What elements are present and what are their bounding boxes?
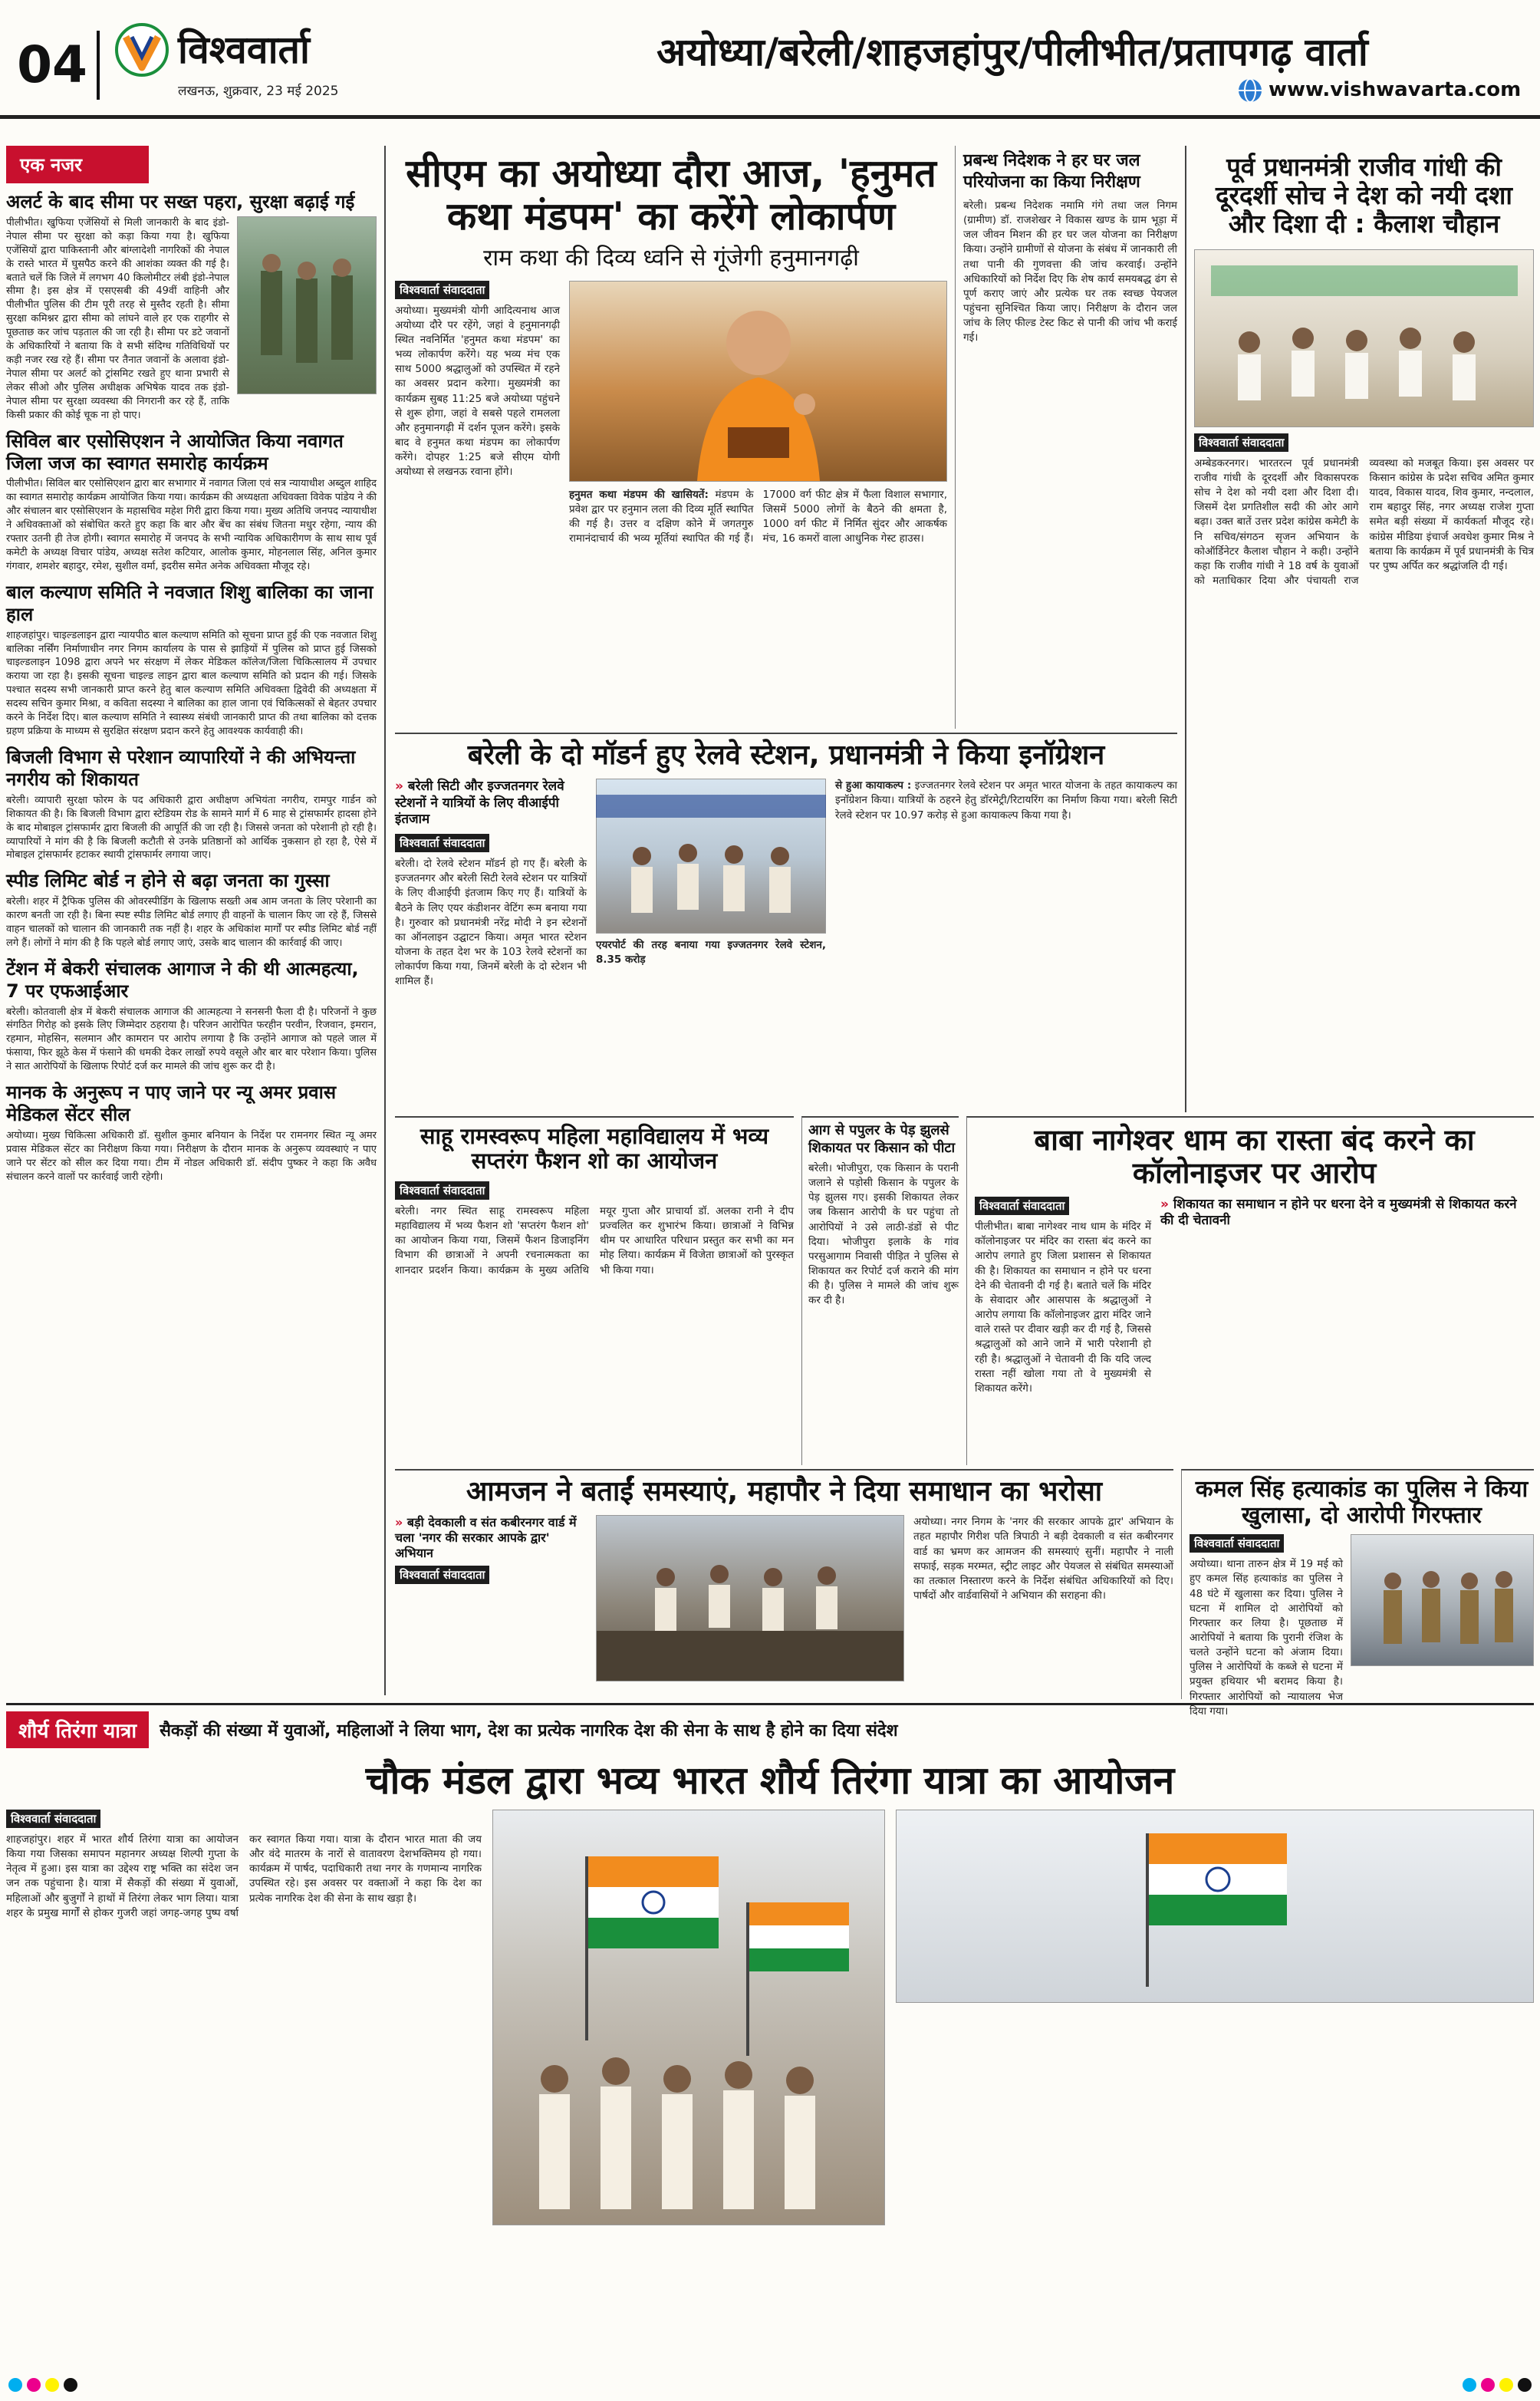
kamal-body: अयोध्या। थाना तारुन क्षेत्र में 19 मई को हुए कमल सिंह हत्याकांड का पुलिस ने 48 घंटे में खुलासा कर दिया। पुलिस ने घटना में शामिल दो आरोपियों को गिरफ्तार कर लिया है। पूछताछ में आरोपियों ने बताया कि पुरानी रंजिश के चलते उन्होंने घटना को अंजाम दिया। पुलिस ने आरोपियों के कब्जे से घटना में प्रयुक्त हथियार भी बरामद किया है। गिरफ्तार आरोपियों को न्यायालय भेज दिया गया। <box>1190 1558 1343 1718</box>
complaint-body: बरेली। भोजीपुरा, एक किसान के परानी जलाने से पड़ोसी किसान के पपुलर के पेड़ झुलस गए। इसकी शिकायत लेकर जब किसान आरोपी के घर पहुंचा तो आरोपियों ने उसे लाठी-डंडों से पीट दिया। भोजीपुरा इलाके के गांव परसुआगाम निवासी पीड़ित ने पुलिस से शिकायत कर रिपोर्ट दर्ज कराने की मांग की है। पुलिस ने मामले की जांच शुरू कर दी है। <box>808 1162 959 1307</box>
kamal-story <box>1181 1469 1534 1718</box>
fashion-body: बरेली। नगर स्थित साहू रामस्वरूप महिला महाविद्यालय में भव्य फैशन शो 'सप्तरंग फैशन शो' का आयोजन किया गया, जिसमें फैशन डिजाइनिंग विभाग की छात्राओं ने अपनी रचनात्मकता का शानदार प्रदर्शन किया। कार्यक्रम के मुख्य अतिथि मयूर गुप्ता और प्राचार्या डॉ. अलका रानी ने दीप प्रज्वलित कर शुभारंभ किया। छात्राओं ने विभिन्न थीम पर आधारित परिधान प्रस्तुत कर सभी का मन मोह लिया। कार्यक्रम में विजेता छात्राओं को पुरस्कृत भी किया गया। <box>395 1204 794 1276</box>
story-bakery-body: बरेली। कोतवाली क्षेत्र में बेकरी संचालक आगाज की आत्महत्या ने सनसनी फैला दी है। परिजनों ने कुछ संगठित गिरोह को इसके लिए जिम्मेदार ठहराया है। परिजन आरोपित फरहीन परवीन, रिजवान, इमरान, रहमान, मोहसिन, सलमान और कामरान पर आरोप लगाया है कि उन्होंने आगाज को पहले जाल में फंसाया, फिर झूठे केस में फंसाने की धमकी देकर लाखों रुपये वसूले और बार बार परेशान किया। पुलिस ने सात आरोपियों के खिलाफ रिपोर्ट दर्ज कर मामले की जांच शुरू कर दी है। <box>6 1006 377 1073</box>
masthead <box>0 0 1540 146</box>
story-electricity-body: बरेली। व्यापारी सुरक्षा फोरम के पद अधिकारी द्वारा अधीक्षण अभियंता नगरीय, रामपुर गार्डन को शिकायत की है। कि बिजली विभाग द्वारा स्टेडियम रोड के सामने मार्ग में 6 माह से ट्रांसफार्मर हादसा होने के बाद मोबाइल ट्रांसफार्मर द्वारा बिजली की आपूर्ति की जा रही है। जिससे जनता को परेशानी हो रही है। व्यापारियों ने मांग की है कि बिजली कटौती से उनके प्रतिष्ठानों को आर्थिक नुकसान हो रहा है, ऐसे में मोबाइल ट्रांसफार्मर हटाकर स्थायी ट्रांसफार्मर लगाया जाए। <box>6 794 377 861</box>
tiranga-yatra-photo <box>492 1810 885 2225</box>
fashion-story <box>395 1116 794 1465</box>
inspection-headline: प्रबन्ध निदेशक ने हर घर जल परियोजना का किया निरीक्षण <box>963 151 1140 192</box>
story-alert-headline: अलर्ट के बाद सीमा पर सख्त पहरा, सुरक्षा बढ़ाई गई <box>6 191 355 212</box>
story-child-headline: बाल कल्याण समिति ने नवजात शिशु बालिका का जाना हाल <box>6 581 373 625</box>
lead-box-body: मंडपम के प्रवेश द्वार पर हनुमान लला की दिव्य मूर्ति स्थापित की गई है। उत्तर व दक्षिण कोने में जगतगुरु रामानंदाचार्य की भव्य मूर्तियां स्थापित की गई हैं। 17000 वर्ग फीट क्षेत्र में फैला विशाल सभागार, जिसमें 5000 लोगों के बैठने की क्षमता है, 1000 वर्ग फीट में निर्मित सुंदर और आकर्षक मंच, 16 कमरों वाला आधुनिक गेस्ट हाउस। <box>569 488 947 545</box>
story-bar-headline: सिविल बार एसोसिएशन ने आयोजित किया नवागत जिला जज का स्वागत समारोह कार्यक्रम <box>6 430 344 474</box>
rajiv-headline: पूर्व प्रधानमंत्री राजीव गांधी की दूरदर्शी सोच ने देश को नयी दशा और दिशा दी : कैलाश चौहान <box>1216 152 1512 239</box>
fashion-byline: विश्ववार्ता संवाददाता <box>395 1181 489 1200</box>
kamal-headline: कमल सिंह हत्याकांड का पुलिस ने किया खुलासा, दो आरोपी गिरफ्तार <box>1195 1476 1528 1529</box>
tiranga-flag-photo <box>896 1810 1534 2003</box>
lead-box-title: हनुमत कथा मंडपम की खासियतें: <box>569 488 709 501</box>
railway-story: बरेली के दो मॉडर्न हुए रेलवे स्टेशन, प्रधानमंत्री ने किया इनॉग्रेशन » बरेली सिटी और इज्जतनगर रेलवे स्टेशनों ने यात्रियों के लिए वीआईपी इंतजाम विश्ववार्ता संवाददाता बरेली। दो रेलवे स्टेशन मॉडर्न हो गए हैं। बरेली के इज्जतनगर और बरेली सिटी रेलवे स्टेशन पर यात्रियों के लिए वीआईपी इंतजाम किए गए हैं। यात्रियों के बैठने के लिए एयर कंडीशनर वेटिंग रूम बनाया गया है। गुरुवार को प्रधानमंत्री नरेंद्र मोदी ने इन स्टेशनों का ऑनलाइन उद्घाटन किया। अमृत भारत स्टेशन योजना के तहत देश भर के 103 रेलवे स्टेशनों का लोकार्पण किया गया, जिनमें बरेली के दो स्टेशन भी शामिल हैं। एयरपोर्ट की तरह बनाया गया इज्जतनगर रेलवे स्टेशन, 8.35 करोड़ से हुआ कायाकल्प : इज्जतनगर रेलवे स्टेशन पर अमृत भारत योजना के तहत कायाकल्प का इनॉग्रेशन किया। यात्रियों के ठहरने हेतु डॉरमेट्री/रिटायरिंग का निर्माण किया गया। बरेली सिटी रेलवे स्टेशन पर 10.97 करोड़ से हुआ कायाकल्प किया गया है। <box>395 733 1177 1112</box>
paper-name: विश्ववार्ता <box>178 28 310 72</box>
mayor-tagline: बड़ी देवकाली व संत कबीरनगर वार्ड में चला 'नगर की सरकार आपके द्वार' अभियान <box>395 1515 577 1561</box>
story-alert-body: पीलीभीत। खुफिया एजेंसियों से मिली जानकारी के बाद इंडो-नेपाल सीमा पर सुरक्षा को कड़ा किया गया है। खुफिया एजेंसियों द्वारा पाकिस्तानी और बांग्लादेशी नागरिकों की नेपाल के रास्ते भारत में घुसपैठ करने की आशंका व्यक्त की गई है। बताते चलें कि जिले में लगभग 40 किलोमीटर लंबी इंडो-नेपाल सीमा है। इस क्षेत्र में एसएसबी की 49वीं वाहिनी और पीलीभीत पुलिस की टीम पूरी तरह से मुस्तैद रहती है। सीमा सुरक्षा कमिश्नर द्वारा सीमा को लांघने वाले हर एक राहगीर से पूछताछ कर जांच पड़ताल की जा रही है। सीमा पर डटे जवानों के अधिकारियों ने बताया कि वे सभी संदिग्ध गतिविधियों पर कड़ी नजर रख रहे हैं। सीमा पर तैनात जवानों के अलावा इंडो-नेपाल सीमा पर अलर्ट को ट्रांसमिट रखते हुए थाना प्रभारी से लेकर सीओ और पुलिस अधीक्षक अभिषेक यादव तक इंडो-नेपाल सीमा पर सुरक्षा व्यवस्था की निगरानी कर रहे हैं, ताकि किसी प्रकार की कोई चूक ना हो पाए। <box>6 216 229 421</box>
rajiv-story <box>1185 146 1534 1112</box>
page-number: 04 <box>8 31 100 100</box>
rajiv-byline: विश्ववार्ता संवाददाता <box>1194 433 1288 452</box>
lead-body: अयोध्या। मुख्यमंत्री योगी आदित्यनाथ आज अयोध्या दौरे पर रहेंगे, जहां वे हनुमानगढ़ी स्थित नवनिर्मित 'हनुमत कथा मंडपम' का भव्य लोकार्पण करेंगे। यह भव्य मंच एक साथ 5000 श्रद्धालुओं को उपस्थित में रहने का अवसर प्रदान करेगा। मुख्यमंत्री का कार्यक्रम सुबह 11:25 बजे अयोध्या पहुंचने से शुरू होगा, जहां वे सबसे पहले रामलला और हनुमानगढ़ी में दर्शन पूजन करेंगे। इसके बाद वे हनुमत कथा मंडपम का लोकार्पण करेंगे। दोपहर 1:25 बजे सीएम योगी अयोध्या से लखनऊ रवाना होंगे। <box>395 304 560 479</box>
kamal-byline: विश्ववार्ता संवाददाता <box>1190 1534 1284 1553</box>
place-date: लखनऊ, शुक्रवार, 23 मई 2025 <box>178 84 339 99</box>
railway-tagline: बरेली सिटी और इज्जतनगर रेलवे स्टेशनों ने यात्रियों के लिए वीआईपी इंतजाम <box>395 779 564 827</box>
story-bakery-headline: टेंशन में बेकरी संचालक आगाज ने की थी आत्महत्या, 7 पर एफआईआर <box>6 957 359 1002</box>
fashion-headline: साहू रामस्वरूप महिला महाविद्यालय में भव्य सप्तरंग फैशन शो का आयोजन <box>420 1123 769 1174</box>
railway-caption: एयरपोर्ट की तरह बनाया गया इज्जतनगर रेलवे स्टेशन, 8.35 करोड़ <box>596 939 826 967</box>
baba-body: पीलीभीत। बाबा नागेश्वर नाथ धाम के मंदिर में कॉलोनाइजर पर मंदिर का रास्ता बंद करने का आरोप लगाते हुए जिला प्रशासन से शिकायत की है। शिकायत का समाधान न होने पर धरना देने की चेतावनी दी गई है। बताते चलें कि मंदिर के सेवादार और आसपास के श्रद्धालुओं ने आरोप लगाया कि कॉलोनाइजर द्वारा मंदिर जाने वाले रास्ते पर दीवार खड़ी कर दी गई है, जिससे श्रद्धालुओं को आने जाने में भारी परेशानी हो रही है। श्रद्धालुओं ने चेतावनी दी कि यदि जल्द रास्ता नहीं खोला गया तो वे मुख्यमंत्री से शिकायत करेंगे। <box>975 1220 1151 1395</box>
globe-icon <box>1236 77 1264 104</box>
tiranga-banner: सैकड़ों की संख्या में युवाओं, महिलाओं ने लिया भाग, देश का प्रत्येक नागरिक देश की सेना के साथ है होने का दिया संदेश <box>160 1721 898 1741</box>
story-medical-headline: मानक के अनुरूप न पाए जाने पर न्यू अमर प्रवास मेडिकल सेंटर सील <box>6 1082 337 1126</box>
mayor-headline: आमजन ने बताईं समस्याएं, महापौर ने दिया समाधान का भरोसा <box>466 1476 1103 1507</box>
mayor-byline: विश्ववार्ता संवाददाता <box>395 1566 489 1584</box>
cm-yogi-photo <box>569 281 947 482</box>
left-column <box>6 146 386 1695</box>
mayor-inspection-photo <box>596 1515 904 1681</box>
complaint-headline: आग से पपुलर के पेड़ झुलसे शिकायत पर किसान को पीटा <box>808 1122 956 1156</box>
logo-icon <box>115 23 169 77</box>
baba-headline: बाबा नागेश्वर धाम का रास्ता बंद करने का कॉलोनाइजर पर आरोप <box>1034 1123 1475 1190</box>
complaint-story <box>801 1116 959 1465</box>
lead-story <box>395 146 947 729</box>
story-medical-body: अयोध्या। मुख्य चिकित्सा अधिकारी डॉ. सुशील कुमार बनियान के निर्देश पर रामनगर स्थित न्यू अमर प्रवास मेडिकल सेंटर का निरीक्षण किया गया। निरीक्षण के दौरान मानक के अनुरूप व्यवस्थाएं न पाए जाने पर सेंटर को सील कर दिया गया। टीम में नोडल अधिकारी डॉ. संदीप पुष्कर ने कहा कि अवैध संचालन करने वालों पर कार्रवाई जारी रहेगी। <box>6 1129 377 1183</box>
lead-headline: सीएम का अयोध्या दौरा आज, 'हनुमत कथा मंडपम' का करेंगे लोकार्पण <box>406 151 936 239</box>
mayor-body: अयोध्या। नगर निगम के 'नगर की सरकार आपके द्वार' अभियान के तहत महापौर गिरीश पति त्रिपाठी ने बड़ी देवकाली व संत कबीरनगर वार्ड का भ्रमण कर आमजन की समस्याएं सुनीं। महापौर ने नाली सफाई, सड़क मरम्मत, स्ट्रीट लाइट और पेयजल से संबंधित समस्याओं का तत्काल निस्तारण करने के निर्देश संबंधित अधिकारियों को दिए। पार्षदों और वार्डवासियों ने अभियान की सराहना की। <box>913 1516 1173 1602</box>
lead-subheadline: राम कथा की दिव्य ध्वनि से गूंजेगी हनुमानगढ़ी <box>483 245 859 272</box>
lead-byline: विश्ववार्ता संवाददाता <box>395 281 489 299</box>
tiranga-body: शाहजहांपुर। शहर में भारत शौर्य तिरंगा यात्रा का आयोजन किया गया जिसका समापन महानगर अध्यक्ष शिल्पी गुप्ता के नेतृत्व में हुआ। इस यात्रा का उद्देश्य राष्ट्र भक्ति का संदेश जन जन तक पहुंचाना है। यात्रा में सैकड़ों की संख्या में युवाओं, महिलाओं और बुजुर्गों ने हाथों में तिरंगा लेकर भाग लिया। यात्रा शहर के प्रमुख मार्गों से होकर गुजरी जहां जगह-जगह पुष्प वर्षा कर स्वागत किया गया। यात्रा के दौरान भारत माता की जय और वंदे मातरम के नारों से वातावरण देशभक्तिमय हो गया। कार्यक्रम में पार्षद, पदाधिकारी तथा नगर के गणमान्य नागरिक उपस्थित रहे। इस अवसर पर वक्ताओं ने कहा कि देश का प्रत्येक नागरिक देश की सेना के साथ खड़ा है। <box>6 1833 482 1919</box>
border-patrol-photo <box>237 216 377 394</box>
inspection-story <box>955 146 1177 729</box>
congress-meeting-photo <box>1194 249 1534 427</box>
railway-box-title: से हुआ कायाकल्प : <box>835 779 912 792</box>
website-link[interactable]: www.vishwavarta.com <box>1269 78 1522 101</box>
railway-inauguration-photo <box>596 779 826 934</box>
tiranga-byline: विश्ववार्ता संवाददाता <box>6 1810 100 1828</box>
baba-story: बाबा नागेश्वर धाम का रास्ता बंद करने का कॉलोनाइजर पर आरोप विश्ववार्ता संवाददाता पीलीभीत। बाबा नागेश्वर नाथ धाम के मंदिर में कॉलोनाइजर पर मंदिर का रास्ता बंद करने का आरोप लगाते हुए जिला प्रशासन से शिकायत की है। शिकायत का समाधान न होने पर धरना देने की चेतावनी दी गई है। बताते चलें कि मंदिर के सेवादार और आसपास के श्रद्धालुओं ने आरोप लगाया कि कॉलोनाइजर द्वारा मंदिर जाने वाले रास्ते पर दीवार खड़ी कर दी गई है, जिससे श्रद्धालुओं को आने जाने में भारी परेशानी हो रही है। श्रद्धालुओं ने चेतावनी दी कि यदि जल्द रास्ता नहीं खोला गया तो वे मुख्यमंत्री से शिकायत करेंगे। » शिकायत का समाधान न होने पर धरना देने व मुख्यमंत्री से शिकायत करने की दी चेतावनी <box>966 1116 1534 1465</box>
railway-headline: बरेली के दो मॉडर्न हुए रेलवे स्टेशन, प्रधानमंत्री ने किया इनॉग्रेशन <box>467 739 1105 771</box>
story-electricity-headline: बिजली विभाग से परेशान व्यापारियों ने की अभियन्ता नगरीय को शिकायत <box>6 746 356 790</box>
railway-body: बरेली। दो रेलवे स्टेशन मॉडर्न हो गए हैं। बरेली के इज्जतनगर और बरेली सिटी रेलवे स्टेशन पर यात्रियों के लिए वीआईपी इंतजाम किए गए हैं। यात्रियों के बैठने के लिए एयर कंडीशनर वेटिंग रूम बनाया गया है। गुरुवार को प्रधानमंत्री नरेंद्र मोदी ने इन स्टेशनों का ऑनलाइन उद्घाटन किया। अमृत भारत स्टेशन योजना के तहत देश भर के 103 रेलवे स्टेशनों का लोकार्पण किया गया, जिनमें बरेली के दो स्टेशन भी शामिल हैं। <box>395 858 587 988</box>
tiranga-headline: चौक मंडल द्वारा भव्य भारत शौर्य तिरंगा यात्रा का आयोजन <box>365 1758 1175 1803</box>
mayor-story: आमजन ने बताईं समस्याएं, महापौर ने दिया समाधान का भरोसा » बड़ी देवकाली व संत कबीरनगर वार्ड में चला 'नगर की सरकार आपके द्वार' अभियान विश्ववार्ता संवाददाता अयोध्या। नगर निगम के 'नगर की सरकार आपके द्वार' अभियान के तहत महापौर गिरीश पति त्रिपाठी ने बड़ी देवकाली व संत कबीरनगर वार्ड का भ्रमण कर आमजन की समस्याएं सुनीं। महापौर ने नाली सफाई, सड़क मरम्मत, स्ट्रीट लाइट और पेयजल से संबंधित समस्याओं का तत्काल निस्तारण करने के निर्देश संबंधित अधिकारियों को दिए। पार्षदों और वार्डवासियों ने अभियान की सराहना की। <box>395 1469 1173 1699</box>
railway-box-body: इज्जतनगर रेलवे स्टेशन पर अमृत भारत योजना के तहत कायाकल्प का इनॉग्रेशन किया। यात्रियों के ठहरने हेतु डॉरमेट्री/रिटायरिंग का निर्माण किया गया। बरेली सिटी रेलवे स्टेशन पर 10.97 करोड़ से हुआ कायाकल्प किया गया है। <box>835 779 1178 822</box>
story-child-body: शाहजहांपुर। चाइल्डलाइन द्वारा न्यायपीठ बाल कल्याण समिति को सूचना प्राप्त हुई की एक नवजात शिशु बालिका नर्सिंग निर्माणाधीन नगर निगम कार्यालय के पास से झाड़ियों में पुलिस को प्राप्त हुई जिसको चाइल्डलाइन 1098 द्वारा अपने भर संरक्षण में लेकर मेडिकल कॉलेज/जिला चिकित्सालय में उपचार कराया जा रहा है। इसकी सूचना चाइल्ड लाइन द्वारा बाल कल्याण समिति को प्रदान की गई। जिसके पश्चात सदस्य सभी जानकारी प्राप्त करने हेतु बाल कल्याण समिति अधिवक्ता द्विवेदी की अध्यक्षता में सदस्य सचिन कुमार मिश्रा, व कविता सदस्या ने बालिका का हाल जाना एवं चिकित्सकों से बेहतर उपचार करने के निर्देश दिए। बाल कल्याण समिति ने स्वास्थ्य संबंधी जानकारी प्राप्त की तथा बालिका को दत्तक ग्रहण प्रक्रिया के माध्यम से सुरक्षित संरक्षण प्रदान करने हेतु आवश्यक कार्यवाही की। <box>6 629 377 738</box>
print-registration-marks <box>6 2378 1534 2396</box>
inspection-body: बरेली। प्रबन्ध निदेशक नमामि गंगे तथा जल निगम (ग्रामीण) डॉ. राजशेखर ने विकास खण्ड के ग्राम भूड़ा में जल जीवन मिशन की हर घर जल योजना का निरीक्षण किया। उन्होंने ग्रामीणों से योजना के संबंध में जानकारी ली तथा पानी की गुणवत्ता की जांच करवाई। उन्होंने अधिकारियों को निर्देश दिए कि शेष कार्य समयबद्ध ढंग से पूर्ण कराए जाएं और प्रत्येक घर तक स्वच्छ पेयजल पहुंचना सुनिश्चित किया जाए। निरीक्षण के दौरान जल जांच के लिए फील्ड टेस्ट किट से पानी की जांच भी कराई गई। <box>963 199 1177 344</box>
police-arrest-photo <box>1351 1534 1534 1666</box>
rajiv-body: अम्बेडकरनगर। भारतरत्न पूर्व प्रधानमंत्री राजीव गांधी के दूरदर्शी और विकासपरक सोच ने देश को नयी दशा और दिशा दी। जिसमें देश प्रगतिशील सदी की ओर आगे बढ़ा। उक्त बातें उत्तर प्रदेश कांग्रेस कमेटी के नि सचिव/संगठन सृजन अभियान के कोऑर्डिनेटर कैलाश चौहान ने कही। उन्होंने कहा कि राजीव गांधी ने 18 वर्ष के युवाओं को मताधिकार दिया और पंचायती राज व्यवस्था को मजबूत किया। इस अवसर पर किसान कांग्रेस के प्रदेश सचिव अमित कुमार यादव, विकास यादव, शिव कुमार, नन्दलाल, राम बहादुर सिंह, नगर अध्यक्ष राजेश गुप्ता समेत बड़ी संख्या में कार्यकर्ता मौजूद रहे। कांग्रेस मीडिया इंचार्ज अवधेश कुमार मिश्र ने बताया कि कार्यक्रम में पूर्व प्रधानमंत्री के चित्र पर पुष्प अर्पित कर श्रद्धांजलि दी गई। <box>1194 456 1534 588</box>
baba-tagline: शिकायत का समाधान न होने पर धरना देने व मुख्यमंत्री से शिकायत करने की दी चेतावनी <box>1160 1197 1517 1229</box>
masthead-rule <box>0 115 1540 119</box>
story-speed-headline: स्पीड लिमिट बोर्ड न होने से बढ़ा जनता का गुस्सा <box>6 870 330 892</box>
section-title: अयोध्या/बरेली/शाहजहांपुर/पीलीभीत/प्रतापगढ़ वार्ता <box>656 30 1368 74</box>
baba-byline: विश्ववार्ता संवाददाता <box>975 1197 1069 1215</box>
story-bar-body: पीलीभीत। सिविल बार एसोसिएशन द्वारा बार सभागार में नवागत जिला एवं सत्र न्यायाधीश अब्दुल शाहिद का स्वागत समारोह कार्यक्रम आयोजित किया गया। कार्यक्रम की अध्यक्षता अधिवक्ता विवेक पांडेय ने की और संचालन बार एसोसिएशन के महासचिव महेश गिरी द्वारा किया गया। मुख्य अतिथि जनपद न्यायाधीश ने अधिवक्ताओं को संबोधित करते हुए कहा कि बार और बेंच का संबंध जितना मधुर रहेगा, न्याय की रफ्तार उतनी ही तेज होगी। स्वागत समारोह में जनपद के सभी न्यायिक अधिकारीगण के साथ साथ पूर्व कमेटी के अध्यक्ष विचार पांडेय, अध्यक्ष सतेश कटियार, आलोक कुमार, मोहनलाल सिंह, अनिल कुमार गंगवार, शमशेर बहादुर, रमेश, सुशील वर्मा, इदरीस समेत अनेक अधिवक्ता मौजूद रहे। <box>6 478 377 573</box>
tiranga-section <box>6 1703 1534 2378</box>
ek-nazar-label: एक नजर <box>6 146 149 183</box>
story-speed-body: बरेली। शहर में ट्रैफिक पुलिस की ओवरस्पीडिंग के खिलाफ सख्ती अब आम जनता के लिए परेशानी का कारण बनती जा रही है। बिना स्पष्ट स्पीड लिमिट बोर्ड लगाए ही वाहनों के चालान किए जा रहे हैं, जिससे वाहन चालकों को चालान की जानकारी तक नहीं है। शहर के अधिकांश मार्गों पर स्पीड लिमिट बोर्ड नहीं लगे हैं। लोगों ने मांग की है कि पहले बोर्ड लगाए जाएं, उसके बाद चालान की कार्रवाई की जाए। <box>6 896 377 949</box>
railway-byline: विश्ववार्ता संवाददाता <box>395 834 489 852</box>
tiranga-label: शौर्य तिरंगा यात्रा <box>6 1711 149 1748</box>
